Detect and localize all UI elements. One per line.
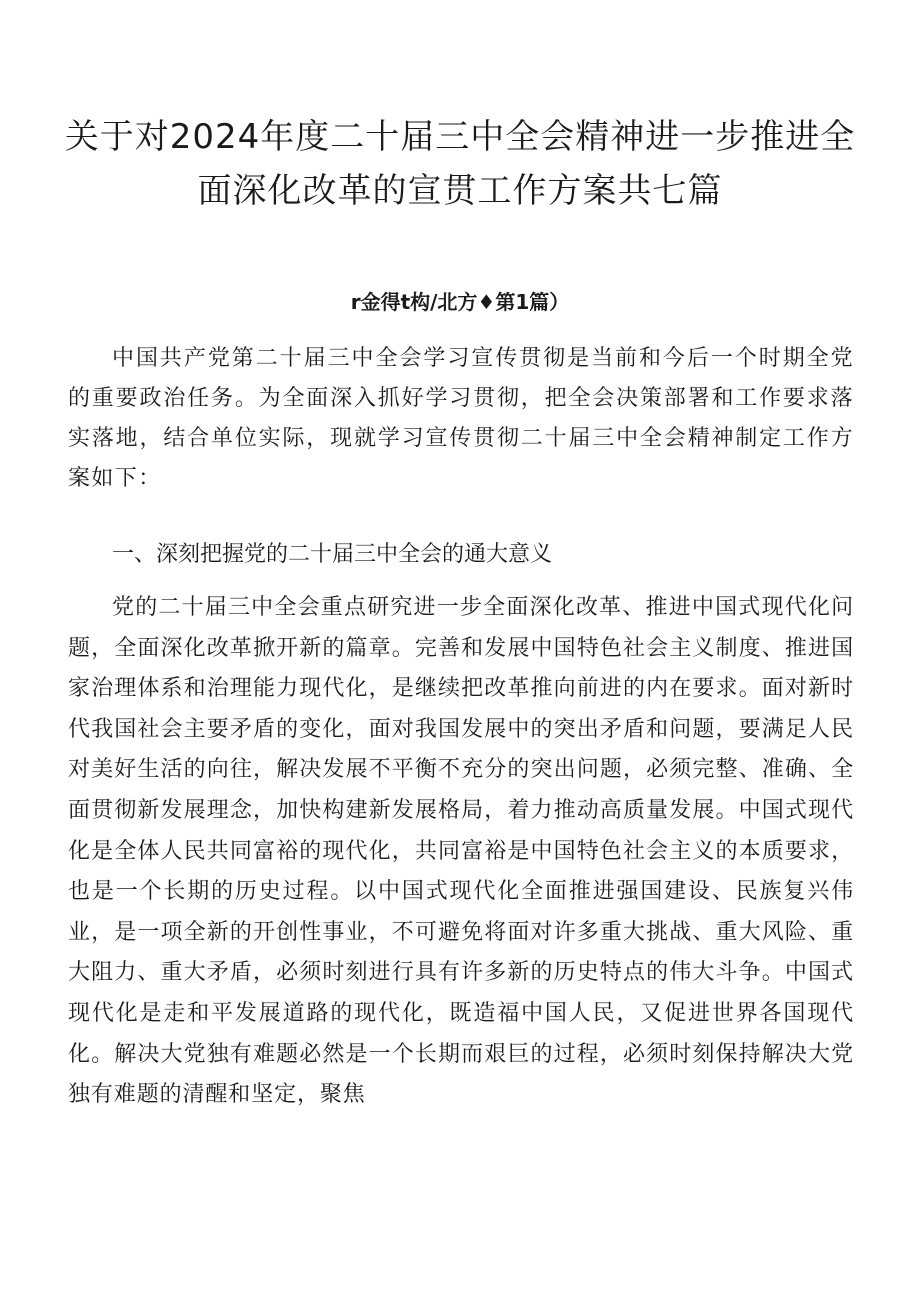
section-heading: 一、深刻把握党的二十届三中全会的通大意义 bbox=[112, 542, 553, 567]
document-subheading: r金得t构/北方♦第1篇） bbox=[350, 290, 570, 314]
section-paragraph: 党的二十届三中全会重点研究进一步全面深化改革、推进中国式现代化问题，全面深化改革掀开新的篇章。完善和发展中国特色社会主义制度、推进国家治理体系和治理能力现代化，是继续把改革推向前进的内在要求。面对新时代我国社会主要矛盾的变化，面对我国发展中的突出矛盾和问题，要满足人民对美好生活的向往，解决发展不平衡不充分的突出问题，必须完整、准确、全面贯彻新发展理念，加快构建新发展格局，着力推动高质量发展。中国式现代化是全体人民共同富裕的现代化，共同富裕是中国特色社会主义的本质要求，也是一个长期的历史过程。以中国式现代化全面推进强国建设、民族复兴伟业，是一项全新的开创性事业，不可避免将面对许多重大挑战、重大风险、重大阻力、重大矛盾，必须时刻进行具有许多新的历史特点的伟大斗争。中国式现代化是走和平发展道路的现代化，既造福中国人民，又促进世界各国现代化。解决大党独有难题必然是一个长期而艰巨的过程，必须时刻保持解决大党独有难题的清醒和坚定，聚焦 bbox=[68, 595, 854, 1108]
intro-paragraph: 中国共产党第二十届三中全会学习宣传贯彻是当前和今后一个时期全党的重要政治任务。为全面深入抓好学习贯彻，把全会决策部署和工作要求落实落地，结合单位实际，现就学习宣传贯彻二十届三中全会精神制定工作方案如下： bbox=[68, 346, 854, 491]
document-title: 关于对2024年度二十届三中全会精神进一步推进全面深化改革的宣贯工作方案共七篇 bbox=[64, 117, 856, 211]
